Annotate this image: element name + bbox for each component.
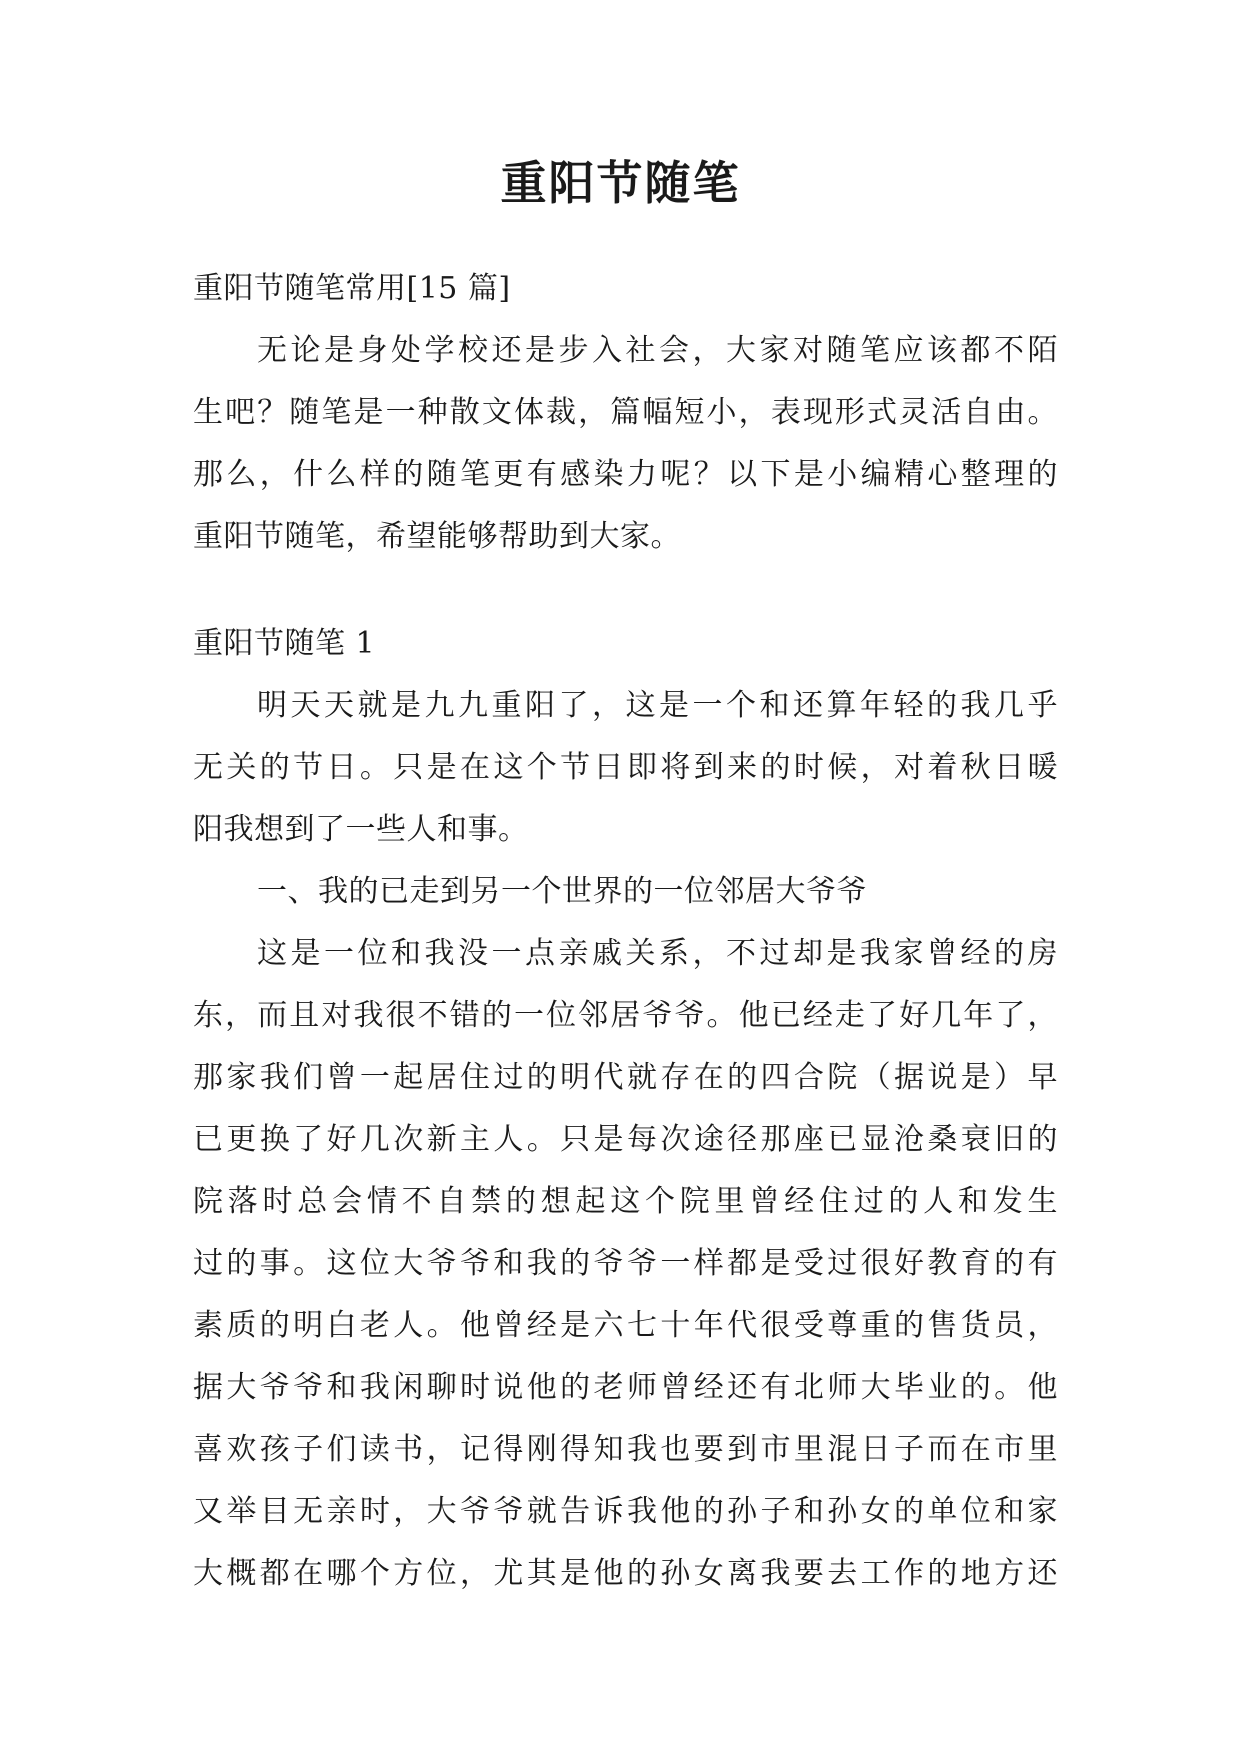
paragraph-line: 院落时总会情不自禁的想起这个院里曾经住过的人和发生 xyxy=(193,1184,1058,1219)
paragraph-line: 无关的节日。只是在这个节日即将到来的时候，对着秋日暖 xyxy=(193,750,1058,785)
paragraph-line: 那家我们曾一起居住过的明代就存在的四合院（据说是）早 xyxy=(193,1060,1058,1095)
paragraph-line: 素质的明白老人。他曾经是六七十年代很受尊重的售货员， xyxy=(193,1308,1058,1343)
document-body xyxy=(193,258,1058,1605)
paragraph-line: 明天天就是九九重阳了，这是一个和还算年轻的我几乎 xyxy=(257,688,1058,723)
paragraph-line: 已更换了好几次新主人。只是每次途径那座已显沧桑衰旧的 xyxy=(193,1122,1058,1157)
paragraph-line: 大概都在哪个方位，尤其是他的孙女离我要去工作的地方还 xyxy=(193,1556,1058,1591)
subtitle: 重阳节随笔常用[15 篇] xyxy=(193,271,511,306)
paragraph-line: 喜欢孩子们读书，记得刚得知我也要到市里混日子而在市里 xyxy=(193,1432,1058,1467)
paragraph-line: 那么，什么样的随笔更有感染力呢？以下是小编精心整理的 xyxy=(193,457,1058,492)
intro-paragraph xyxy=(193,320,1058,568)
paragraph-line: 东，而且对我很不错的一位邻居爷爷。他已经走了好几年了， xyxy=(193,998,1058,1033)
section-heading: 重阳节随笔 1 xyxy=(193,626,376,661)
paragraph-line: 这是一位和我没一点亲戚关系，不过却是我家曾经的房 xyxy=(257,936,1058,971)
document-title: 重阳节随笔 xyxy=(500,156,741,210)
paragraph-line: 据大爷爷和我闲聊时说他的老师曾经还有北师大毕业的。他 xyxy=(193,1370,1058,1405)
paragraph-line: 阳我想到了一些人和事。 xyxy=(193,812,529,847)
paragraph-1 xyxy=(193,675,1058,861)
paragraph-line: 重阳节随笔，希望能够帮助到大家。 xyxy=(193,519,681,554)
paragraph-line: 又举目无亲时，大爷爷就告诉我他的孙子和孙女的单位和家 xyxy=(193,1494,1058,1529)
paragraph-line: 无论是身处学校还是步入社会，大家对随笔应该都不陌 xyxy=(257,333,1058,368)
paragraph-line: 生吧？随笔是一种散文体裁，篇幅短小，表现形式灵活自由。 xyxy=(193,395,1058,430)
paragraph-2 xyxy=(193,923,1058,1605)
subheading: 一、我的已走到另一个世界的一位邻居大爷爷 xyxy=(257,874,867,909)
paragraph-line: 过的事。这位大爷爷和我的爷爷一样都是受过很好教育的有 xyxy=(193,1246,1058,1281)
paragraph-gap xyxy=(193,568,1058,613)
